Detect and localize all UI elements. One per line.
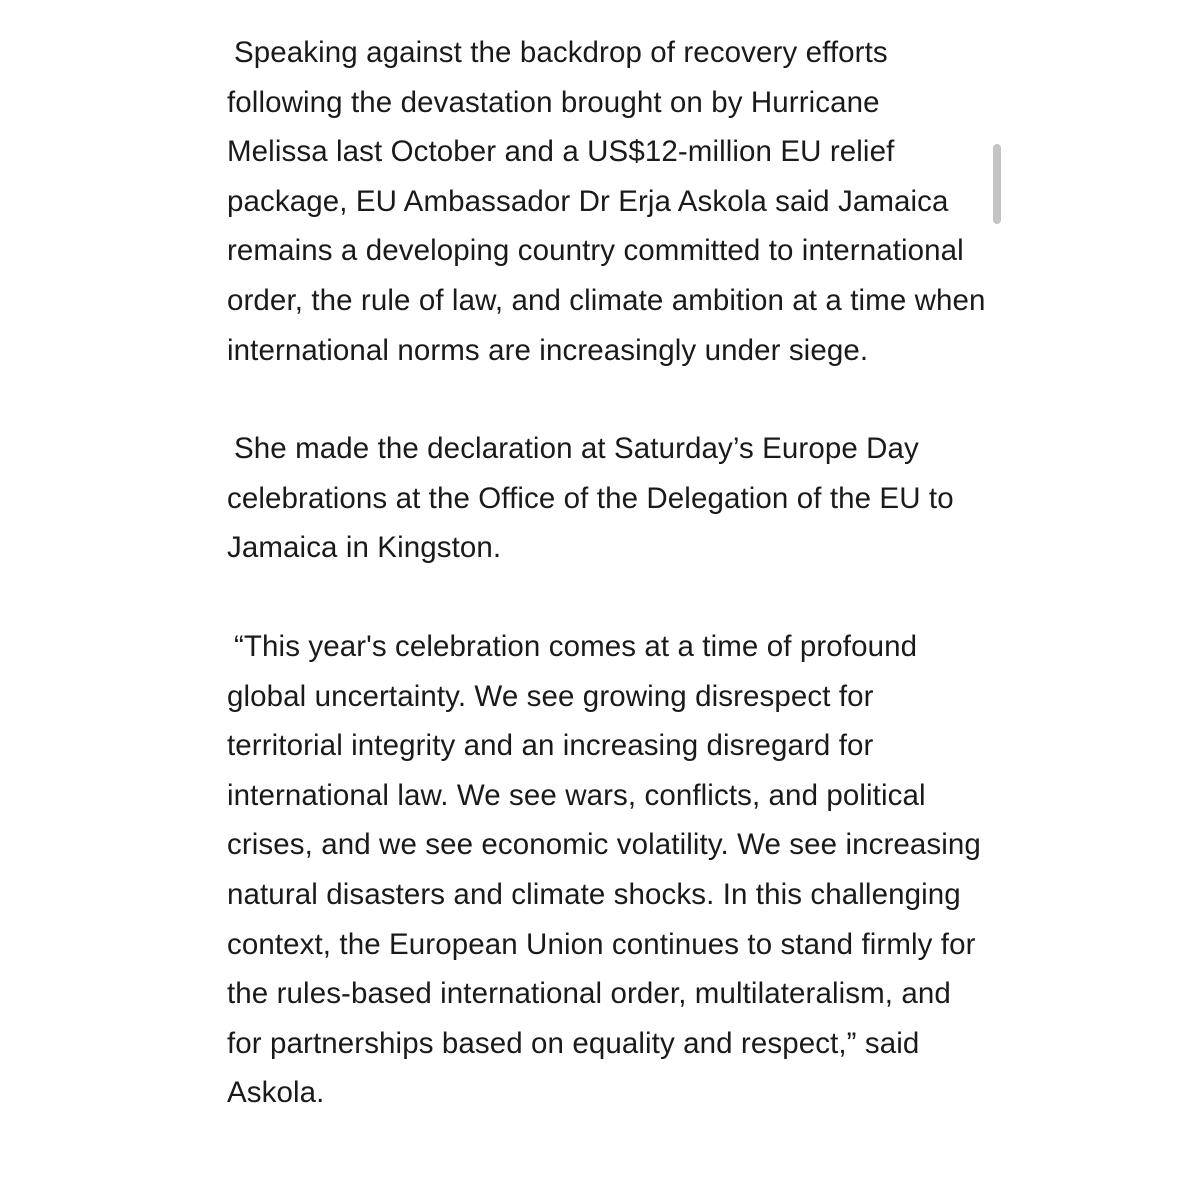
article-paragraph: “This year's celebration comes at a time of profound global uncertainty. We see growing disrespect for territorial integrity and an increasing disregard for international law. We see wars, conflicts, and political crises, and we see economic volatility. We see increasing natural disasters and climate shocks. In this challenging context, the European Union continues to stand firmly for the rules-based international order, multilateralism, and for partnerships based on equality and respect,” said Askola. [227,629,981,1110]
article-paragraph: She made the declaration at Saturday’s Europe Day celebrations at the Office of the Delegation of the EU to Jamaica in Kingston. [227,432,954,565]
scrollbar-thumb[interactable] [993,144,1001,224]
article-body [227,28,987,1118]
article-paragraph: Speaking against the backdrop of recovery efforts following the devastation brought on by Hurricane Melissa last October and a US$12-million EU relief package, EU Ambassador Dr Erja Askola said Jamaica remains a developing country committed to international order, the rule of law, and climate ambition at a time when international norms are increasingly under siege. [227,36,986,367]
